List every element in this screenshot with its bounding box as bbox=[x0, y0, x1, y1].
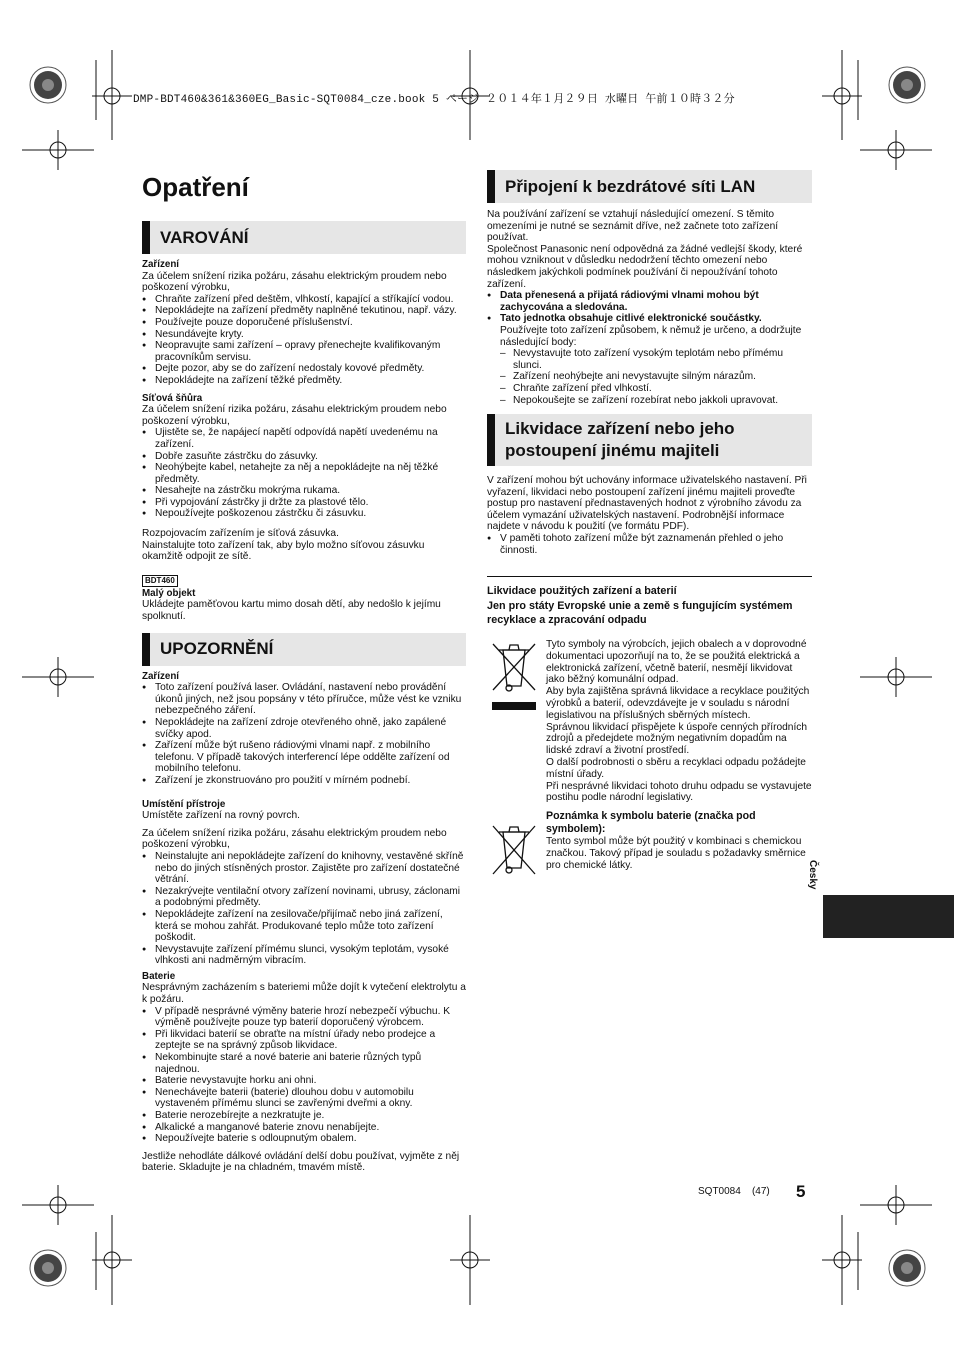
wireless-section: Na používání zařízení se vztahují následující omezení. S těmito omezeními je nutné se seznámit dříve, než začnete toto zařízení používat. Společnost Panasonic není odpovědná za žádné vedlejší škody, které mohou vzniknout v důsledku nedodržení těchto omezení nebo následkem jakýchkoli podmínek používání či nepoužívání tohoto zařízení. ● Data přenesená a přijatá rádiovými vlnami mohou být zachycována a sledována. ● Tato jednotka obsahuje citlivé elektronické součástky. Používejte toto zařízení způsobem, k němuž je určeno, a dodržujte následující body: – Nevystavujte toto zařízení vysokým teplotám nebo přímému slunci. – Zařízení neohýbejte ani nevystavujte silným nárazům. – Chraňte zařízení před vlhkostí. – Nepokoušejte se zařízení rozebírat nebo jakkoli upravovat. bbox=[487, 209, 812, 406]
warning-section: Zařízení Za účelem snížení rizika požáru, zásahu elektrickým proudem nebo poškození výrobku, ● Chraňte zařízení před deštěm, vlhkostí, kapající a stříkající vodou. ● Nepokládejte na zařízení předměty naplněné tekutinou, např. vázy. ● Používejte pouze doporučené příslušenství. ● Nesundávejte kryty. ● Neopravujte sami zařízení – opravy přenechejte kvalifikovaným pracovníkům servisu. ● Dejte pozor, aby se do zařízení nedostaly kovové předměty. ● Nepokládejte na zařízení těžké předměty. Síťová šňůra Za účelem snížení rizika požáru, zásahu elektrickým proudem nebo poškození výrobku, ● Ujistěte se, že napájecí napětí odpovídá napětí uvedenému na zařízení. ● Dobře zasuňte zástrčku do zásuvky. ● Neohýbejte kabel, netahejte za něj a nepokládejte na něj těžké předměty. ● Nesahejte na zástrčku mokrýma rukama. ● Při vypojování zástrčky ji držte za plastové tělo. ● Nepoužívejte poškozenou zástrčku či zásuvku. Rozpojovacím zařízením je síťová zásuvka. Nainstalujte toto zařízení tak, aby bylo možno síťovou zásuvku okamžitě odpojit ze sítě. BDT460 Malý objekt Ukládejte paměťovou kartu mimo dosah dětí, aby nedošlo k jejímu spolknutí. bbox=[142, 259, 466, 623]
caution-section: Zařízení ● Toto zařízení používá laser. Ovládání, nastavení nebo provádění úkonů jiných, než jsou popsány v této příručce, může vést ke vzniku nebezpečného záření. ● Nepokládejte na zařízení zdroje otevřeného ohně, jako zapálené svíčky apod. ● Zařízení může být rušeno rádiovými vlnami např. z mobilního telefonu. V případě takových interferencí lépe oddělte zařízení od mobilního telefonu. ● Zařízení je zkonstruováno pro použití v mírném podnebí. Umístění přístroje Umístěte zařízení na rovný povrch. Za účelem snížení rizika požáru, zásahu elektrickým proudem nebo poškození výrobku, ● Neinstalujte ani nepokládejte zařízení do knihovny, vestavěné skříně nebo do jiných stísněných prostor. Zajistěte pro zařízení dostatečné větrání. ● Nezakrývejte ventilační otvory zařízení novinami, ubrusy, záclonami a podobnými předměty. ● Nepokládejte zařízení na zesilovače/přijímač nebo jiná zařízení, která se mohou zahřát. Produkované teplo může toto zařízení poškodit. ● Nevystavujte zařízení přímému slunci, vysokým teplotám, vysoké vlhkosti ani nadměrným vibracím. Baterie Nesprávným zacházením s bateriemi může dojít k vytečení elektrolytu a k požáru. ● V případě nesprávné výměny baterie hrozí nebezpečí výbuchu. K výměně používejte pouze typ baterií doporučený výrobcem. ● Při likvidaci baterií se obraťte na místní úřady nebo prodejce a zeptejte se na správný způsob likvidace. ● Nekombinujte staré a nové baterie ani baterie různých typů najednou. ● Baterie nevystavujte horku ani ohni. ● Nenechávejte baterii (baterie) dlouhou dobu v automobilu vystaveném přímému slunci se zavřenými dveřmi a okny. ● Baterie nerozebírejte a nezkratujte je. ● Alkalické a manganové baterie znovu nenabíjejte. ● Nepoužívejte baterie s odloupnutým obalem. Jestliže nehodláte dálkové ovládání delší dobu používat, vyjměte z něj baterie. Skladujte je na chladném, tmavém místě. bbox=[142, 671, 466, 1174]
page-title: Opatření bbox=[142, 172, 249, 202]
disposal-heading: Likvidace zařízení nebo jeho postoupení jinému majiteli bbox=[487, 414, 812, 466]
disposal-section: V zařízení mohou být uchovány informace uživatelského nastavení. Při vyřazení, likvidaci nebo postoupení zařízení jinému majiteli proveďte postup pro nastavení přednastavených hodnot z výrobního závodu za účelem vymazání uživatelských nastavení. Podrobnější informace najdete v návodu k použití (ve formátu PDF). ● V paměti tohoto zařízení může být zaznamenán přehled o jeho činnosti. bbox=[487, 475, 812, 556]
language-tab bbox=[823, 895, 954, 938]
warning-heading: VAROVÁNÍ bbox=[142, 221, 466, 254]
page-number: 5 bbox=[796, 1182, 806, 1201]
model-tag: BDT460 bbox=[142, 575, 178, 587]
divider bbox=[487, 576, 812, 577]
warning-device-list: ● Chraňte zařízení před deštěm, vlhkostí, kapající a stříkající vodou. ● Nepokládejte na zařízení předměty naplněné tekutinou, např. vázy. ● Používejte pouze doporučené příslušenství. ● Nesundávejte kryty. ● Neopravujte sami zařízení – opravy přenechejte kvalifikovaným pracovníkům servisu. ● Dejte pozor, aby se do zařízení nedostaly kovové předměty. ● Nepokládejte na zařízení těžké předměty. bbox=[142, 294, 466, 387]
crossed-bin-battery-icon bbox=[489, 822, 539, 878]
caution-heading: UPOZORNĚNÍ bbox=[142, 633, 466, 666]
warning-cord-list: ● Ujistěte se, že napájecí napětí odpovídá napětí uvedenému na zařízení. ● Dobře zasuňte zástrčku do zásuvky. ● Neohýbejte kabel, netahejte za něj a nepokládejte na něj těžké předměty. ● Nesahejte na zástrčku mokrýma rukama. ● Při vypojování zástrčky ji držte za plastové tělo. ● Nepoužívejte poškozenou zástrčku či zásuvku. bbox=[142, 427, 466, 520]
batteries-text: Tyto symboly na výrobcích, jejich obalech a v doprovodné dokumentaci upozorňují na to, že se použitá elektrická a elektronická zařízení, včetně baterií, nesmějí likvidovat jako běžný komunální odpad. Aby byla zajištěna správná likvidace a recyklace použitých výrobků a baterií, odevzdávejte je v souladu s národní legislativou na příslušných sběrných místech. Správnou likvidací přispějete k úspoře cenných přírodních zdrojů a předejdete možným negativním dopadům na lidské zdraví a životní prostředí. O další podrobnosti o sběru a recyklaci odpadu požádejte místní úřady. Při nesprávné likvidaci tohoto druhu odpadu se vystavujete postihu podle národní legislativy. Poznámka k symbolu baterie (značka pod symbolem): Tento symbol může být použitý v kombinaci s chemickou značkou. Takový případ je souladu s požadavky směrnice pro chemické látky. bbox=[546, 639, 812, 871]
crossed-bin-icon bbox=[489, 638, 539, 710]
footer-code: SQT0084 (47) bbox=[698, 1186, 770, 1197]
batteries-titles: Likvidace použitých zařízení a baterií Jen pro státy Evropské unie a země s fungujícím systémem recyklace a zpracování odpadu bbox=[487, 585, 793, 626]
language-label: Česky bbox=[807, 860, 818, 890]
book-header: DMP-BDT460&361&360EG_Basic-SQT0084_cze.book 5 ページ ２０１４年１月２９日 水曜日 午前１０時３２分 bbox=[133, 94, 735, 106]
wireless-heading: Připojení k bezdrátové síti LAN bbox=[487, 170, 812, 203]
